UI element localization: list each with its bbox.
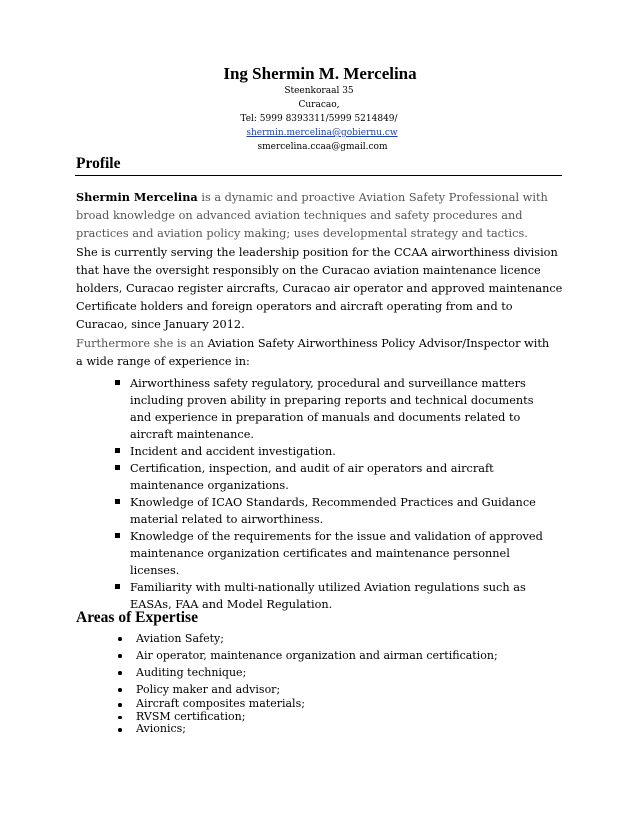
list-item: Incident and accident investigation. — [113, 443, 553, 460]
street-address: Steenkoraal 35 — [284, 86, 354, 96]
person-name: Ing Shermin M. Mercelina — [223, 64, 417, 83]
list-item: Airworthiness safety regulatory, procedural and surveillance matters including proven ability in preparing reports and technical documents and experience in preparation of manuals and documents related to aircraft maintenance. — [113, 375, 553, 443]
furthermore-line — [76, 335, 566, 353]
telephone: Tel: 5999 8393311/5999 5214849/ — [240, 114, 398, 124]
current-position: She is currently serving the leadership position for the CCAA airworthiness division that have the oversight responsibly on the Curacao aviation maintenance licence holders, Curacao register aircrafts, Curacao air operator and approved maintenance Certificate holders and foreign operators and aircraft operating from and to Curacao, since January 2012. — [76, 245, 563, 332]
profile-body — [76, 188, 566, 371]
contact-header — [0, 64, 638, 154]
list-item: Familiarity with multi-nationally utilized Aviation regulations such as EASAs, FAA and Model Regulation. — [113, 579, 553, 613]
personal-email: smercelina.ccaa@gmail.com — [257, 142, 388, 152]
experience-list — [113, 375, 553, 613]
list-item: Policy maker and advisor; — [118, 681, 498, 698]
profile-intro-text: is a dynamic and proactive Aviation Safety Professional with broad knowledge on advanced aviation techniques and safety procedures and practices and aviation policy making; uses developmental strategy and tactics. — [76, 191, 548, 241]
expertise-heading: Areas of Expertise — [76, 609, 198, 626]
city: Curacao, — [298, 100, 340, 110]
furthermore-role: Aviation Safety Airworthiness Policy Advisor/Inspector with — [207, 336, 550, 350]
profile-heading: Profile — [76, 155, 121, 172]
profile-name: Shermin Mercelina — [76, 190, 198, 204]
expertise-list — [118, 630, 498, 736]
list-item: Aviation Safety; — [118, 630, 498, 647]
list-item: Knowledge of ICAO Standards, Recommended Practices and Guidance material related to airworthiness. — [113, 494, 553, 528]
furthermore-line-2: a wide range of experience in: — [76, 354, 250, 368]
list-item: Air operator, maintenance organization and airman certification; — [118, 647, 498, 664]
list-item: Aircraft composites materials; — [118, 698, 498, 711]
profile-intro — [76, 188, 566, 244]
list-item: Auditing technique; — [118, 664, 498, 681]
section-divider — [75, 175, 562, 176]
list-item: Knowledge of the requirements for the issue and validation of approved maintenance organization certificates and maintenance personnel licenses. — [113, 528, 553, 579]
list-item: Avionics; — [118, 723, 498, 736]
list-item: Certification, inspection, and audit of air operators and aircraft maintenance organizations. — [113, 460, 553, 494]
list-item: RVSM certification; — [118, 711, 498, 724]
furthermore-prefix: Furthermore she is an — [76, 336, 208, 350]
work-email-link[interactable]: shermin.mercelina@gobiernu.cw — [246, 128, 398, 138]
